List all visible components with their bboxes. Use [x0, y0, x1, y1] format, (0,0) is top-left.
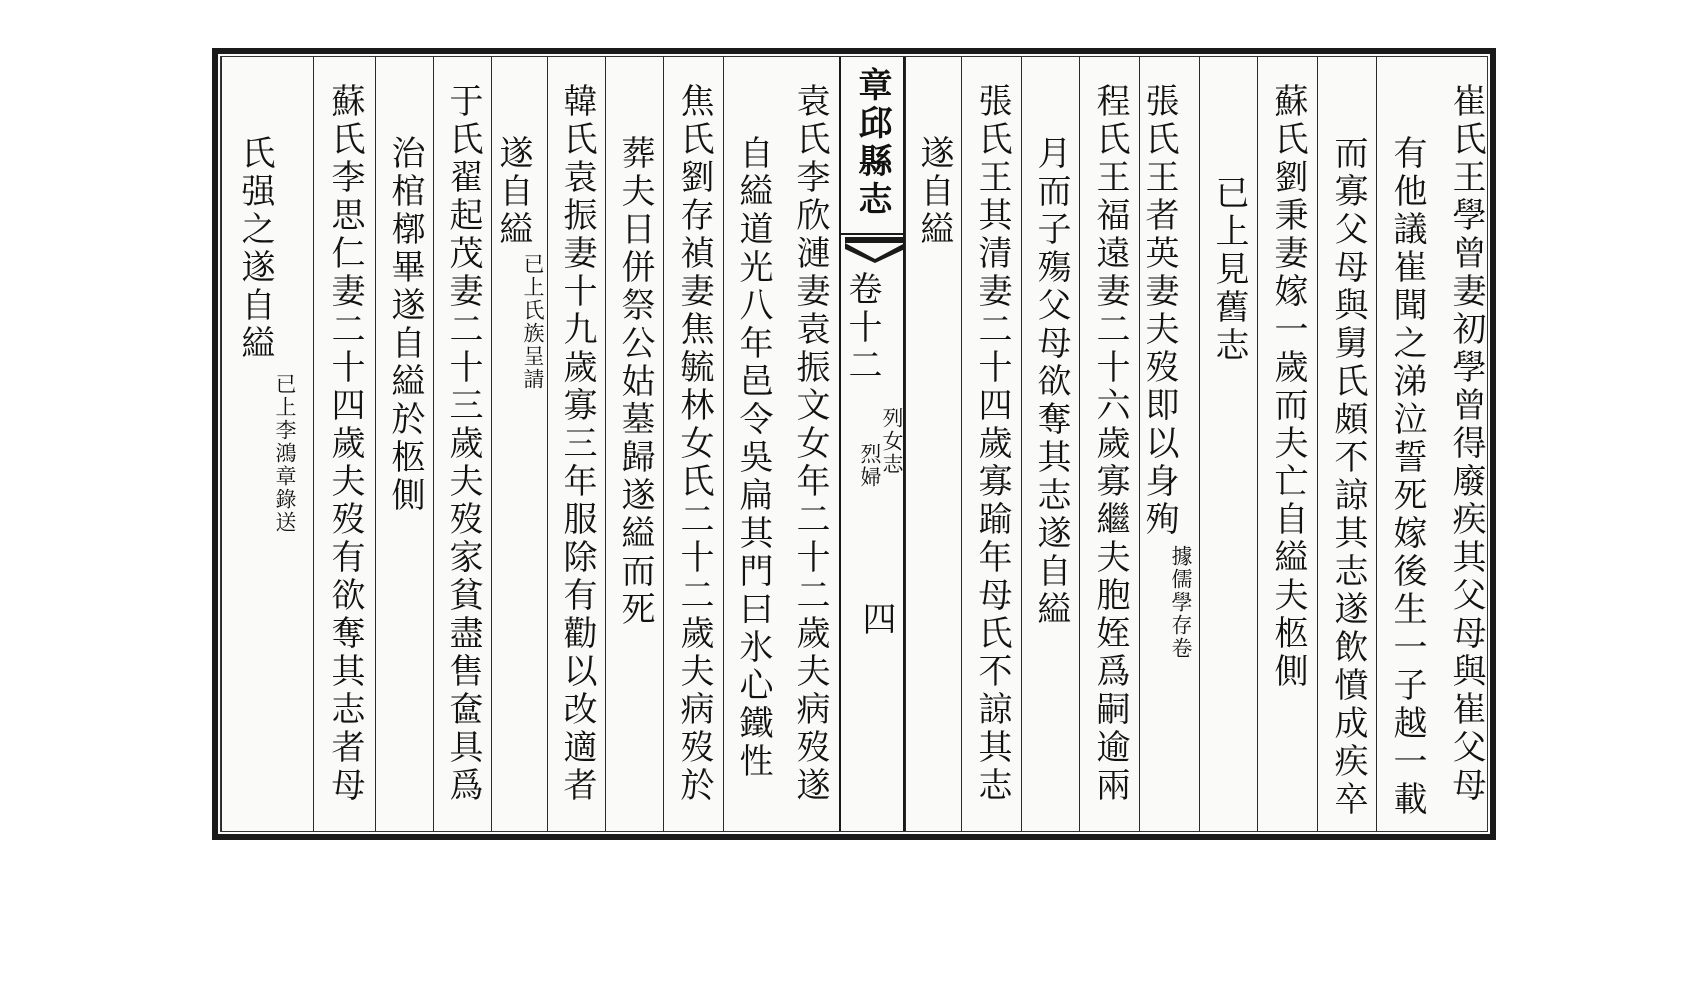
- text-column-8: [1021, 57, 1079, 831]
- text-column-20: [313, 57, 375, 831]
- text-column-14: [663, 57, 723, 831]
- column-text: 而寡父母與舅氏頗不諒其志遂飲憤成疾卒: [1328, 135, 1368, 819]
- column-text: 有他議崔聞之涕泣誓死嫁後生一子越一載: [1387, 135, 1427, 819]
- column-text: 治棺槨畢遂自縊於柩側: [385, 135, 425, 515]
- column-note: 已上氏族呈請: [521, 253, 545, 391]
- text-column-19: [375, 57, 433, 831]
- text-column-18: [433, 57, 491, 831]
- text-column-12: [781, 57, 839, 831]
- column-text: 已上見舊志: [1209, 175, 1249, 365]
- column-text: 程氏王福遠妻二十六歲寡繼夫胞姪爲嗣逾兩: [1090, 83, 1130, 805]
- column-text: 焦氏劉存禎妻焦毓林女氏二十二歲夫病歿於: [674, 83, 714, 805]
- text-column-5: [1199, 57, 1257, 831]
- text-column-16: [547, 57, 605, 831]
- text-column-15: [605, 57, 663, 831]
- section-label: 列女志: [880, 407, 904, 476]
- text-column-1: [1435, 57, 1495, 831]
- subsection-label: 烈婦: [858, 443, 882, 489]
- column-text: 袁氏李欣漣妻袁振文女年二十二歲夫病歿遂: [790, 83, 830, 805]
- column-text: 張氏王者英妻夫歿即以身殉: [1139, 83, 1179, 539]
- text-column-7: [1079, 57, 1139, 831]
- column-text: 崔氏王學曾妻初學曾得廢疾其父母與崔父母: [1446, 83, 1486, 805]
- column-text: 自縊道光八年邑令吳扁其門曰氷心鐵性: [733, 135, 773, 781]
- text-column-17: [491, 57, 547, 831]
- text-column-13: [723, 57, 781, 831]
- page-number: 四: [856, 601, 896, 639]
- fish-tail-icon: [845, 237, 905, 263]
- book-title: 章邱縣志: [852, 67, 892, 219]
- text-column-21: [221, 57, 313, 831]
- column-text: 蘇氏李思仁妻二十四歲夫歿有欲奪其志者母: [325, 83, 365, 805]
- text-column-10: [905, 57, 961, 831]
- text-column-9: [961, 57, 1021, 831]
- document-page: [212, 48, 1496, 840]
- column-text: 張氏王其清妻二十四歲寡踰年母氏不諒其志: [972, 83, 1012, 805]
- column-note: 據儒學存卷: [1169, 545, 1193, 660]
- column-text: 氏强之遂自縊: [235, 135, 275, 363]
- column-text: 韓氏袁振妻十九歲寡三年服除有勸以改適者: [557, 83, 597, 805]
- text-column-3: [1317, 57, 1376, 831]
- column-note: 已上李鴻章錄送: [273, 373, 297, 534]
- column-text: 月而子殤父母欲奪其志遂自縊: [1031, 135, 1071, 629]
- column-text: 遂自縊: [493, 135, 533, 249]
- header-divider: [841, 233, 903, 235]
- column-text: 蘇氏劉秉妻嫁一歲而夫亡自縊夫柩側: [1268, 83, 1308, 691]
- text-column-6: [1139, 57, 1199, 831]
- header-column: [839, 57, 905, 831]
- text-column-2: [1376, 57, 1435, 831]
- volume-label: 卷十二: [842, 271, 882, 385]
- column-text: 葬夫日併祭公姑墓歸遂縊而死: [615, 135, 655, 629]
- page-frame: [220, 56, 1488, 832]
- text-column-4: [1257, 57, 1317, 831]
- column-text: 于氏翟起茂妻二十三歲夫歿家貧盡售奩具爲: [443, 83, 483, 805]
- column-text: 遂自縊: [914, 135, 954, 249]
